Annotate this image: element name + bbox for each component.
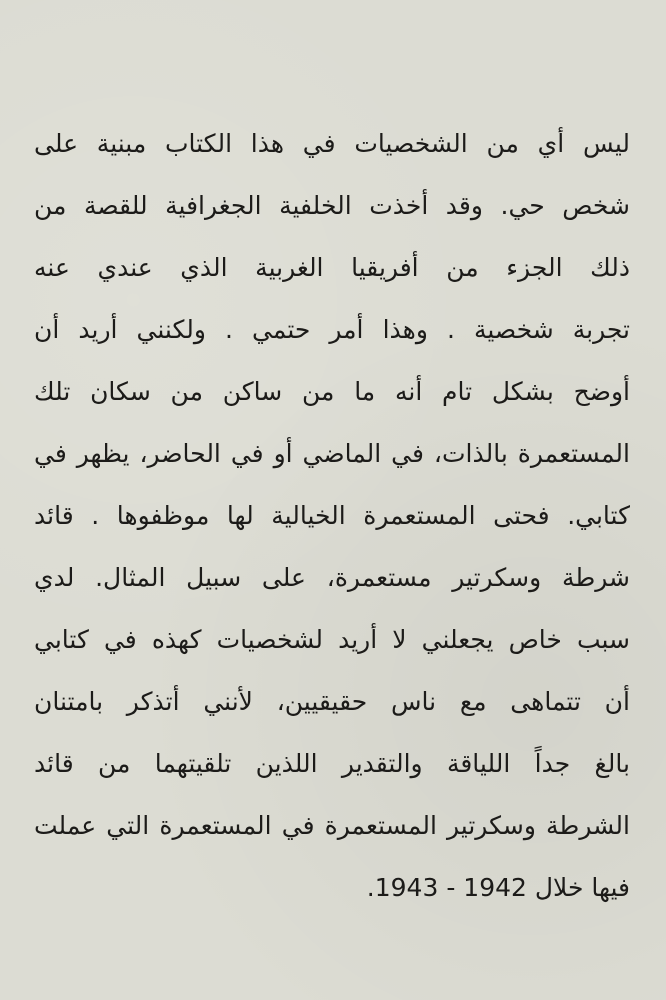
text-line: المستعمرة بالذات، في الماضي أو في الحاضر، يظهر في: [34, 439, 630, 468]
text-line: الشرطة وسكرتير المستعمرة في المستعمرة التي عملت: [34, 811, 630, 840]
author-note-paragraph: [34, 113, 630, 919]
text-line: تجربة شخصية . وهذا أمر حتمي . ولكنني أريد أن: [34, 315, 630, 344]
text-line: ذلك الجزء من أفريقيا الغربية الذي عندي عنه: [34, 253, 630, 282]
text-line: بالغ جداً اللياقة والتقدير اللذين تلقيتهما من قائد: [34, 749, 630, 778]
text-line-last: فيها خلال 1942 - 1943.: [366, 873, 630, 902]
text-line: شخص حي. وقد أخذت الخلفية الجغرافية للقصة من: [34, 191, 630, 220]
text-line: سبب خاص يجعلني لا أريد لشخصيات كهذه في كتابي: [34, 625, 630, 654]
text-line: شرطة وسكرتير مستعمرة، على سبيل المثال. لدي: [34, 563, 630, 592]
text-line: ليس أي من الشخصيات في هذا الكتاب مبنية على: [34, 129, 630, 158]
text-line: كتابي. فحتى المستعمرة الخيالية لها موظفوها . قائد: [34, 501, 630, 530]
text-line: أن تتماهى مع ناس حقيقيين، لأنني أتذكر بامتنان: [34, 687, 630, 716]
text-line: أوضح بشكل تام أنه ما من ساكن من سكان تلك: [34, 377, 630, 406]
